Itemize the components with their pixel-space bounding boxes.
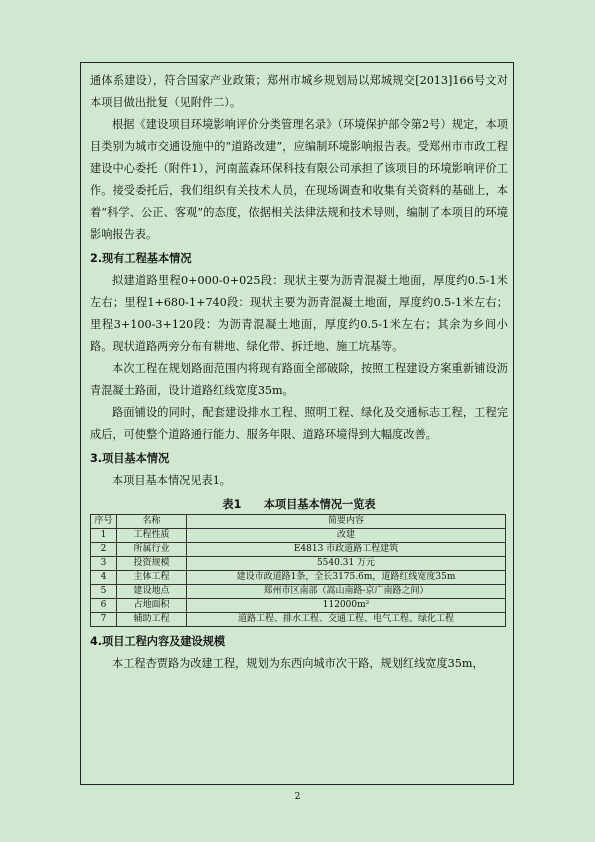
intro-paragraph-1: 通体系建设），符合国家产业政策；郑州市城乡规划局以郑城规交[2013]166号文对本项目做出批复（见附件二）。: [90, 74, 508, 109]
table-header-row: [91, 515, 506, 529]
table-row: [91, 599, 506, 613]
section-3-paragraph: 本项目基本情况见表1。: [112, 474, 231, 487]
table-cell: E4813 市政道路工程建筑: [187, 543, 506, 557]
section-2-paragraph: 拟建道路里程0+000-0+025段：现状主要为沥青混凝土地面，厚度约0.5-1米左右；里程1+680-1+740段：现状主要为沥青混凝土地面，厚度约0.5-1米左右；里程3+100-3+120段：为沥青混凝土地面，厚度约0.5-1米左右；其余为乡间小路。现状道路两旁分布有耕地、绿化带、拆迁地、施工坑基等。: [90, 274, 508, 353]
table-cell: 建设地点: [117, 585, 187, 599]
section-3-heading: 3.项目基本情况: [90, 452, 170, 465]
section-4-paragraph: 本工程杏贾路为改建工程，规划为东西向城市次干路，规划红线宽度35m，: [112, 657, 484, 670]
table-row: [91, 529, 506, 543]
table-cell: 2: [91, 543, 117, 557]
table-cell: 工程性质: [117, 529, 187, 543]
table-row: [91, 543, 506, 557]
document-body: [90, 70, 508, 675]
page-number: 2: [294, 792, 301, 802]
table-cell: 占地面积: [117, 599, 187, 613]
table-cell: 6: [91, 599, 117, 613]
table-header-cell: 名称: [117, 515, 187, 529]
table-row: [91, 613, 506, 627]
table-caption: 表1 本项目基本情况一览表: [222, 498, 376, 511]
project-info-table: [90, 514, 506, 627]
table-cell: 道路工程、排水工程、交通工程、电气工程、绿化工程: [187, 613, 506, 627]
section-2-paragraph: 本次工程在规划路面范围内将现有路面全部破除，按照工程建设方案重新铺设沥青混凝土路面，设计道路红线宽度35m。: [90, 362, 508, 397]
table-header-cell: 序号: [91, 515, 117, 529]
table-cell: 辅助工程: [117, 613, 187, 627]
table-cell: 112000m²: [187, 599, 506, 613]
table-cell: 4: [91, 571, 117, 585]
table-cell: 主体工程: [117, 571, 187, 585]
table-cell: 5: [91, 585, 117, 599]
table-cell: 3: [91, 557, 117, 571]
section-2-heading: 2.现有工程基本情况: [90, 252, 192, 265]
table-cell: 改建: [187, 529, 506, 543]
table-cell: 建设市政道路1条，全长3175.6m，道路红线宽度35m: [187, 571, 506, 585]
table-row: [91, 557, 506, 571]
table-cell: 7: [91, 613, 117, 627]
table-row: [91, 585, 506, 599]
intro-paragraph-2: 根据《建设项目环境影响评价分类管理名录》（环境保护部令第2号）规定，本项目类别为城市交通设施中的“道路改建”，应编制环境影响报告表。受郑州市市政工程建设中心委托（附件1），河南蓝森环保科技有限公司承担了该项目的环境影响评价工作。接受委托后，我们组织有关技术人员，在现场调查和收集有关资料的基础上，本着“科学、公正、客观”的态度，依据相关法律法规和技术导则，编制了本项目的环境影响报告表。: [90, 118, 508, 241]
table-cell: 1: [91, 529, 117, 543]
table-row: [91, 571, 506, 585]
table-header-cell: 简要内容: [187, 515, 506, 529]
table-cell: 5540.31 万元: [187, 557, 506, 571]
table-cell: 郑州市区南部（嵩山南路-京广南路之间）: [187, 585, 506, 599]
section-4-heading: 4.项目工程内容及建设规模: [90, 635, 226, 648]
table-cell: 所属行业: [117, 543, 187, 557]
table-cell: 投资规模: [117, 557, 187, 571]
section-2-paragraph: 路面铺设的同时，配套建设排水工程、照明工程、绿化及交通标志工程，工程完成后，可使整个道路通行能力、服务年限、道路环境得到大幅度改善。: [90, 406, 508, 441]
